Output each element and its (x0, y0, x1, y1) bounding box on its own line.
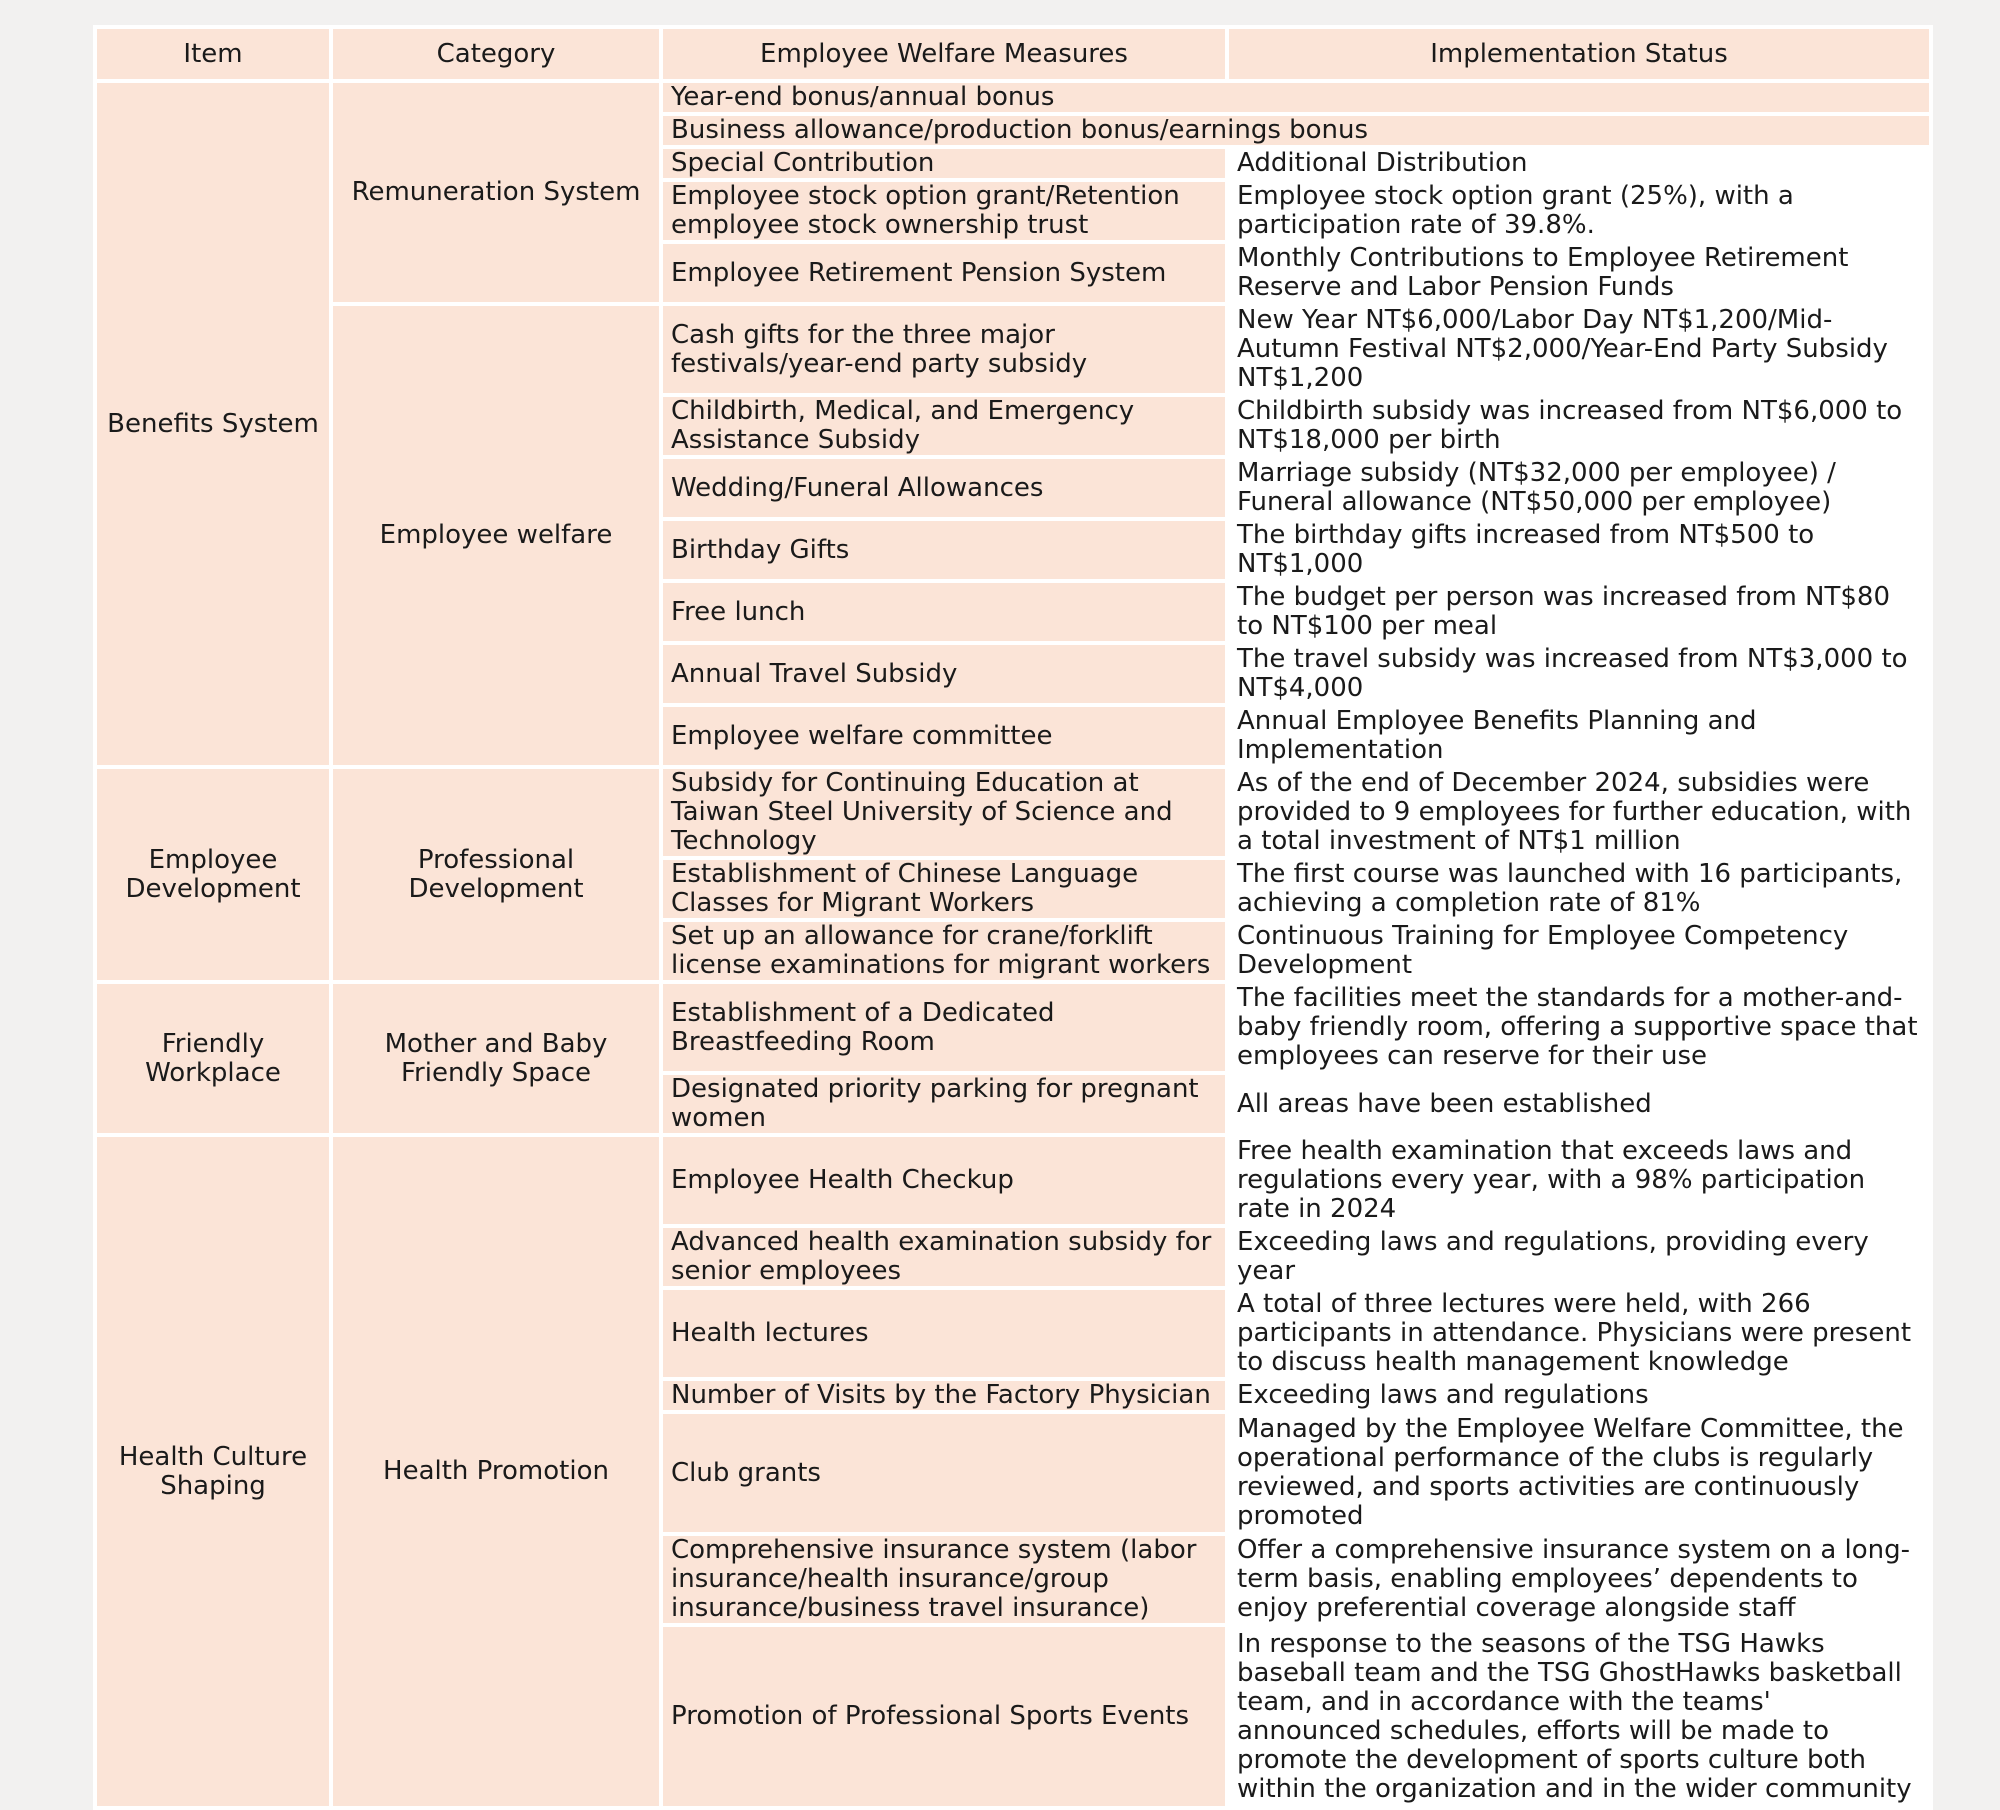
measure-cell: Comprehensive insurance system (labor insurance/health insurance/group insurance/business travel insurance) (661, 1534, 1227, 1625)
status-cell: Offer a comprehensive insurance system on a long-term basis, enabling employees’ dependents to enjoy preferential coverage alongside staff (1227, 1534, 1931, 1625)
category-mother-baby-space: Mother and Baby Friendly Space (331, 982, 661, 1135)
category-professional-development: Professional Development (331, 767, 661, 982)
measure-cell: Club grants (661, 1412, 1227, 1534)
status-cell: The travel subsidy was increased from NT$3,000 to NT$4,000 (1227, 643, 1931, 705)
status-cell: Monthly Contributions to Employee Retirement Reserve and Labor Pension Funds (1227, 242, 1931, 304)
status-cell: The birthday gifts increased from NT$500 to NT$1,000 (1227, 519, 1931, 581)
status-cell: Additional Distribution (1227, 147, 1931, 180)
measure-cell: Subsidy for Continuing Education at Taiwan Steel University of Science and Technology (661, 767, 1227, 858)
measure-cell: Set up an allowance for crane/forklift license examinations for migrant workers (661, 920, 1227, 982)
table-row (95, 304, 1931, 395)
item-employee-development: Employee Development (95, 767, 331, 982)
status-cell: Marriage subsidy (NT$32,000 per employee) / Funeral allowance (NT$50,000 per employee) (1227, 457, 1931, 519)
measure-cell: Annual Travel Subsidy (661, 643, 1227, 705)
measure-cell: Advanced health examination subsidy for senior employees (661, 1226, 1227, 1288)
measure-cell: Year-end bonus/annual bonus (661, 81, 1931, 114)
measure-cell: Business allowance/production bonus/earnings bonus (661, 114, 1931, 147)
status-cell: Continuous Training for Employee Competency Development (1227, 920, 1931, 982)
table-row (95, 1135, 1931, 1226)
status-cell: A total of three lectures were held, with 266 participants in attendance. Physicians were present to discuss health management knowledge (1227, 1288, 1931, 1379)
table-row (95, 81, 1931, 114)
item-benefits-system: Benefits System (95, 81, 331, 767)
header-measures: Employee Welfare Measures (661, 27, 1227, 81)
status-cell: The first course was launched with 16 participants, achieving a completion rate of 81% (1227, 858, 1931, 920)
measure-cell: Number of Visits by the Factory Physician (661, 1379, 1227, 1412)
status-cell: The facilities meet the standards for a mother-and-baby friendly room, offering a supportive space that employees can reserve for their use (1227, 982, 1931, 1073)
status-cell: Annual Employee Benefits Planning and Implementation (1227, 705, 1931, 767)
status-cell: Exceeding laws and regulations, providing every year (1227, 1226, 1931, 1288)
header-category: Category (331, 27, 661, 81)
welfare-table-container (93, 25, 1929, 1804)
status-cell: New Year NT$6,000/Labor Day NT$1,200/Mid-Autumn Festival NT$2,000/Year-End Party Subsidy NT$1,200 (1227, 304, 1931, 395)
status-cell: Managed by the Employee Welfare Committee, the operational performance of the clubs is regularly reviewed, and sports activities are continuously promoted (1227, 1412, 1931, 1534)
measure-cell: Birthday Gifts (661, 519, 1227, 581)
status-cell: Employee stock option grant (25%), with a participation rate of 39.8%. (1227, 180, 1931, 242)
measure-cell: Wedding/Funeral Allowances (661, 457, 1227, 519)
measure-cell: Establishment of Chinese Language Classes for Migrant Workers (661, 858, 1227, 920)
measure-cell: Employee welfare committee (661, 705, 1227, 767)
item-health-culture: Health Culture Shaping (95, 1135, 331, 1808)
category-employee-welfare: Employee welfare (331, 304, 661, 767)
status-cell: The budget per person was increased from NT$80 to NT$100 per meal (1227, 581, 1931, 643)
measure-cell: Establishment of a Dedicated Breastfeeding Room (661, 982, 1227, 1073)
category-remuneration-system: Remuneration System (331, 81, 661, 304)
status-cell: Exceeding laws and regulations (1227, 1379, 1931, 1412)
measure-cell: Promotion of Professional Sports Events (661, 1625, 1227, 1808)
table-row (95, 767, 1931, 858)
table-row (95, 982, 1931, 1073)
measure-cell: Designated priority parking for pregnant women (661, 1073, 1227, 1135)
measure-cell: Health lectures (661, 1288, 1227, 1379)
header-item: Item (95, 27, 331, 81)
welfare-table (93, 25, 1933, 1810)
item-friendly-workplace: Friendly Workplace (95, 982, 331, 1135)
measure-cell: Employee stock option grant/Retention employee stock ownership trust (661, 180, 1227, 242)
category-health-promotion: Health Promotion (331, 1135, 661, 1808)
status-cell: In response to the seasons of the TSG Hawks baseball team and the TSG GhostHawks basketball team, and in accordance with the teams' announced schedules, efforts will be made to promote the development of sports culture both within the organization and in the wider community (1227, 1625, 1931, 1808)
measure-cell: Special Contribution (661, 147, 1227, 180)
measure-cell: Cash gifts for the three major festivals/year-end party subsidy (661, 304, 1227, 395)
status-cell: Free health examination that exceeds laws and regulations every year, with a 98% participation rate in 2024 (1227, 1135, 1931, 1226)
status-cell: As of the end of December 2024, subsidies were provided to 9 employees for further education, with a total investment of NT$1 million (1227, 767, 1931, 858)
header-row (95, 27, 1931, 81)
measure-cell: Employee Health Checkup (661, 1135, 1227, 1226)
measure-cell: Childbirth, Medical, and Emergency Assistance Subsidy (661, 395, 1227, 457)
measure-cell: Employee Retirement Pension System (661, 242, 1227, 304)
header-status: Implementation Status (1227, 27, 1931, 81)
measure-cell: Free lunch (661, 581, 1227, 643)
status-cell: All areas have been established (1227, 1073, 1931, 1135)
status-cell: Childbirth subsidy was increased from NT$6,000 to NT$18,000 per birth (1227, 395, 1931, 457)
